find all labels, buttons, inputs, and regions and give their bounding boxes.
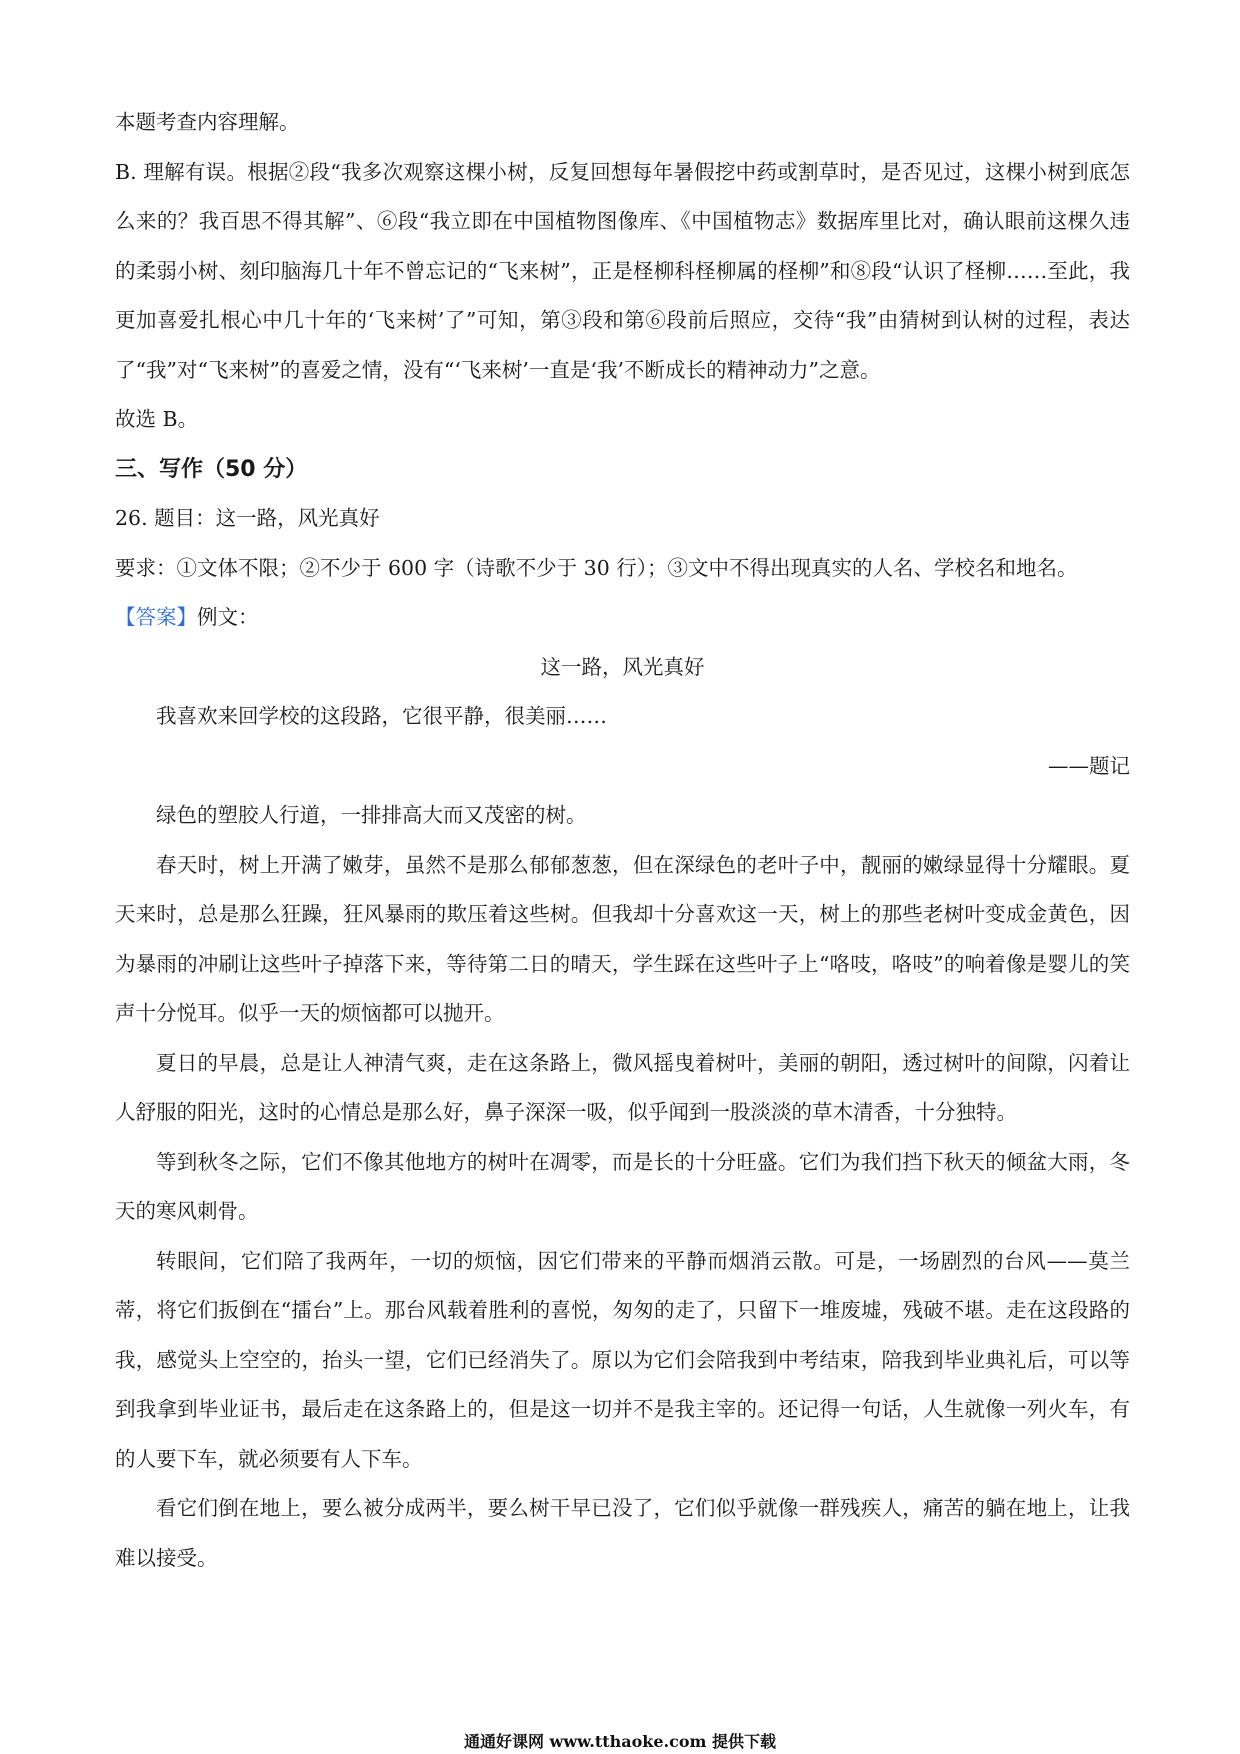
essay-paragraph: 绿色的塑胶人行道，一排排高大而又茂密的树。 <box>156 803 587 827</box>
answer-choice: 故选 B。 <box>115 407 199 431</box>
essay-epigraph-source: ——题记 <box>1048 753 1130 778</box>
document-page <box>115 98 1130 1583</box>
answer-label: 例文： <box>197 605 259 629</box>
answer-tag: 【答案】 <box>115 605 197 629</box>
option-b-explanation: B. 理解有误。根据②段“我多次观察这棵小树，反复回想每年暑假挖中药或割草时，是否见过，这棵小树到底怎么来的？我百思不得其解”、⑥段“我立即在中国植物图像库、《中国植物志》数据库里比对，确认眼前这棵久违的柔弱小树、刻印脑海几十年不曾忘记的“飞来树”，正是柽柳科柽柳属的柽柳”和⑧段“认识了柽柳……至此，我更加喜爱扎根心中几十年的‘飞来树’了”可知，第③段和第⑥段前后照应，交待“我”由猜树到认树的过程，表达了“我”对“飞来树”的喜爱之情，没有“‘飞来树’一直是‘我’不断成长的精神动力”之意。 <box>115 159 1130 382</box>
essay-paragraph: 春天时，树上开满了嫩芽，虽然不是那么郁郁葱葱，但在深绿色的老叶子中，靓丽的嫩绿显得十分耀眼。夏天来时，总是那么狂躁，狂风暴雨的欺压着这些树。但我却十分喜欢这一天，树上的那些老树叶变成金黄色，因为暴雨的冲刷让这些叶子掉落下来，等待第二日的晴天，学生踩在这些叶子上“咯吱，咯吱”的响着像是婴儿的笑声十分悦耳。似乎一天的烦恼都可以抛开。 <box>115 852 1130 1025</box>
essay-paragraph: 转眼间，它们陪了我两年，一切的烦恼，因它们带来的平静而烟消云散。可是，一场剧烈的台风——莫兰蒂，将它们扳倒在“擂台”上。那台风载着胜利的喜悦，匆匆的走了，只留下一堆废墟，残破不堪。走在这段路的我，感觉头上空空的，抬头一望，它们已经消失了。原以为它们会陪我到中考结束，陪我到毕业典礼后，可以等到我拿到毕业证书，最后走在这条路上的，但是这一切并不是我主宰的。还记得一句话，人生就像一列火车，有的人要下车，就必须要有人下车。 <box>115 1248 1130 1471</box>
question-requirements: 要求：①文体不限；②不少于 600 字（诗歌不少于 30 行）；③文中不得出现真实的人名、学校名和地名。 <box>115 555 1078 580</box>
essay-epigraph: 我喜欢来回学校的这段路，它很平静，很美丽…… <box>156 704 607 728</box>
section-heading-writing: 三、写作（50 分） <box>115 456 308 482</box>
essay-paragraph: 等到秋冬之际，它们不像其他地方的树叶在凋零，而是长的十分旺盛。它们为我们挡下秋天的倾盆大雨，冬天的寒风刺骨。 <box>115 1149 1130 1223</box>
essay-paragraph: 看它们倒在地上，要么被分成两半，要么树干早已没了，它们似乎就像一群残疾人，痛苦的躺在地上，让我难以接受。 <box>115 1496 1130 1570</box>
answer-header <box>115 593 1130 643</box>
essay-title: 这一路，风光真好 <box>540 654 705 679</box>
question-title: 26. 题目：这一路，风光真好 <box>115 506 380 530</box>
essay-paragraph: 夏日的早晨，总是让人神清气爽，走在这条路上，微风摇曳着树叶，美丽的朝阳，透过树叶的间隙，闪着让人舒服的阳光，这时的心情总是那么好，鼻子深深一吸，似乎闻到一股淡淡的草木清香，十分独特。 <box>115 1050 1130 1124</box>
page-footer: 通通好课网 www.tthaoke.com 提供下载 <box>463 1732 777 1751</box>
answer-analysis-line: 本题考查内容理解。 <box>115 110 300 134</box>
